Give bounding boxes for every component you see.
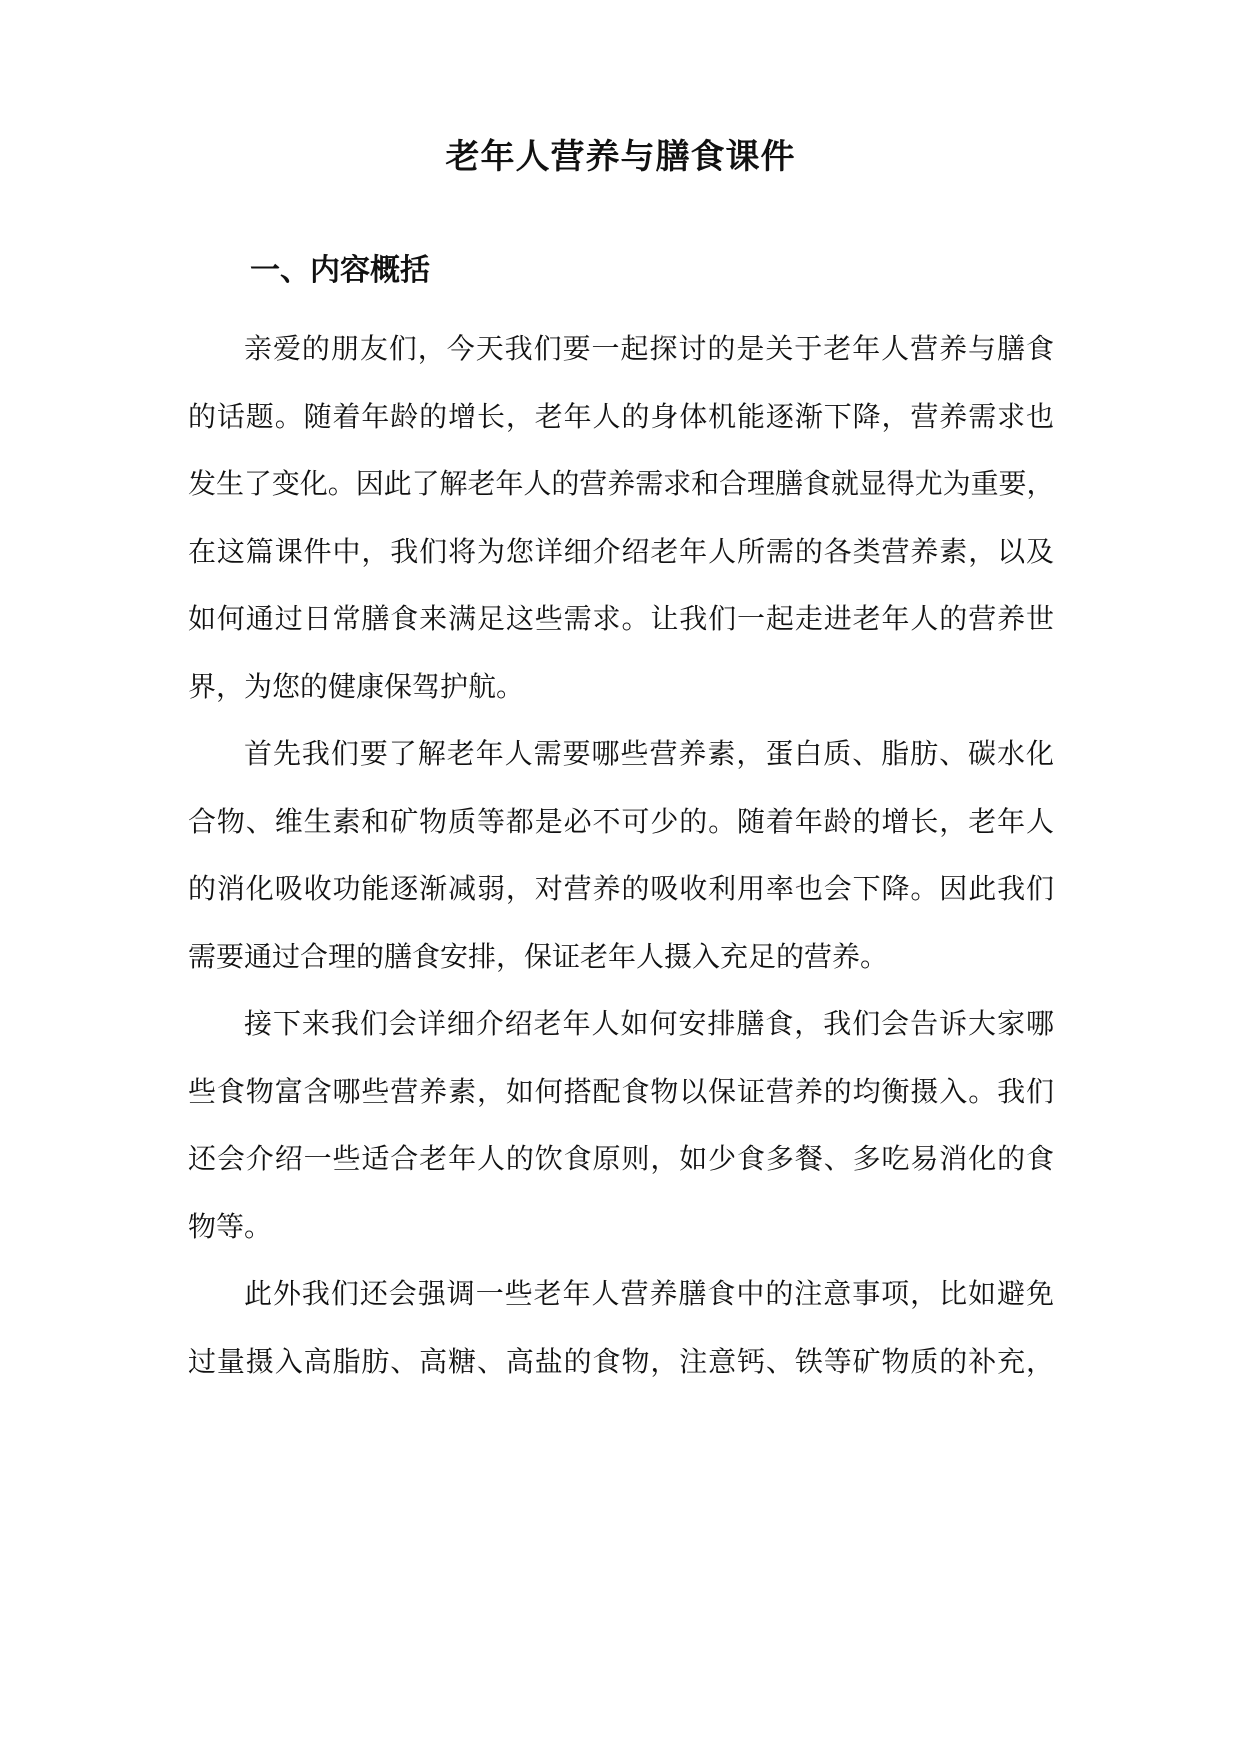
document-title: 老年人营养与膳食课件: [445, 137, 796, 177]
paragraph-line: 发生了变化。因此了解老年人的营养需求和合理膳食就显得尤为重要，: [188, 467, 1054, 500]
paragraph-line: 的话题。随着年龄的增长，老年人的身体机能逐渐下降，营养需求也: [188, 399, 1054, 433]
paragraph-line: 些食物富含哪些营养素，如何搭配食物以保证营养的均衡摄入。我们: [188, 1074, 1054, 1108]
paragraph-line: 还会介绍一些适合老年人的饮食原则，如少食多餐、多吃易消化的食: [188, 1142, 1054, 1175]
paragraph-diet-plan: [188, 990, 1054, 1260]
paragraph-line: 需要通过合理的膳食安排，保证老年人摄入充足的营养。: [188, 939, 889, 973]
paragraph-line: 亲爱的朋友们，今天我们要一起探讨的是关于老年人营养与膳食: [244, 332, 1054, 365]
paragraph-line: 过量摄入高脂肪、高糖、高盐的食物，注意钙、铁等矿物质的补充，: [188, 1344, 1054, 1378]
paragraph-line: 的消化吸收功能逐渐减弱，对营养的吸收利用率也会下降。因此我们: [188, 872, 1054, 905]
paragraph-nutrients: [188, 720, 1054, 990]
paragraph-intro: [188, 315, 1054, 720]
paragraph-line: 接下来我们会详细介绍老年人如何安排膳食，我们会告诉大家哪: [244, 1007, 1054, 1040]
section-heading: 一、内容概括: [250, 253, 430, 288]
paragraph-precautions: [188, 1260, 1054, 1395]
document-body: [188, 315, 1054, 1395]
paragraph-line: 物等。: [188, 1209, 273, 1243]
paragraph-line: 如何通过日常膳食来满足这些需求。让我们一起走进老年人的营养世: [188, 602, 1054, 635]
paragraph-line: 此外我们还会强调一些老年人营养膳食中的注意事项，比如避免: [244, 1277, 1054, 1310]
paragraph-line: 界，为您的健康保驾护航。: [188, 669, 525, 703]
paragraph-line: 在这篇课件中，我们将为您详细介绍老年人所需的各类营养素，以及: [188, 534, 1054, 568]
paragraph-line: 首先我们要了解老年人需要哪些营养素，蛋白质、脂肪、碳水化: [244, 737, 1054, 770]
paragraph-line: 合物、维生素和矿物质等都是必不可少的。随着年龄的增长，老年人: [188, 804, 1054, 838]
